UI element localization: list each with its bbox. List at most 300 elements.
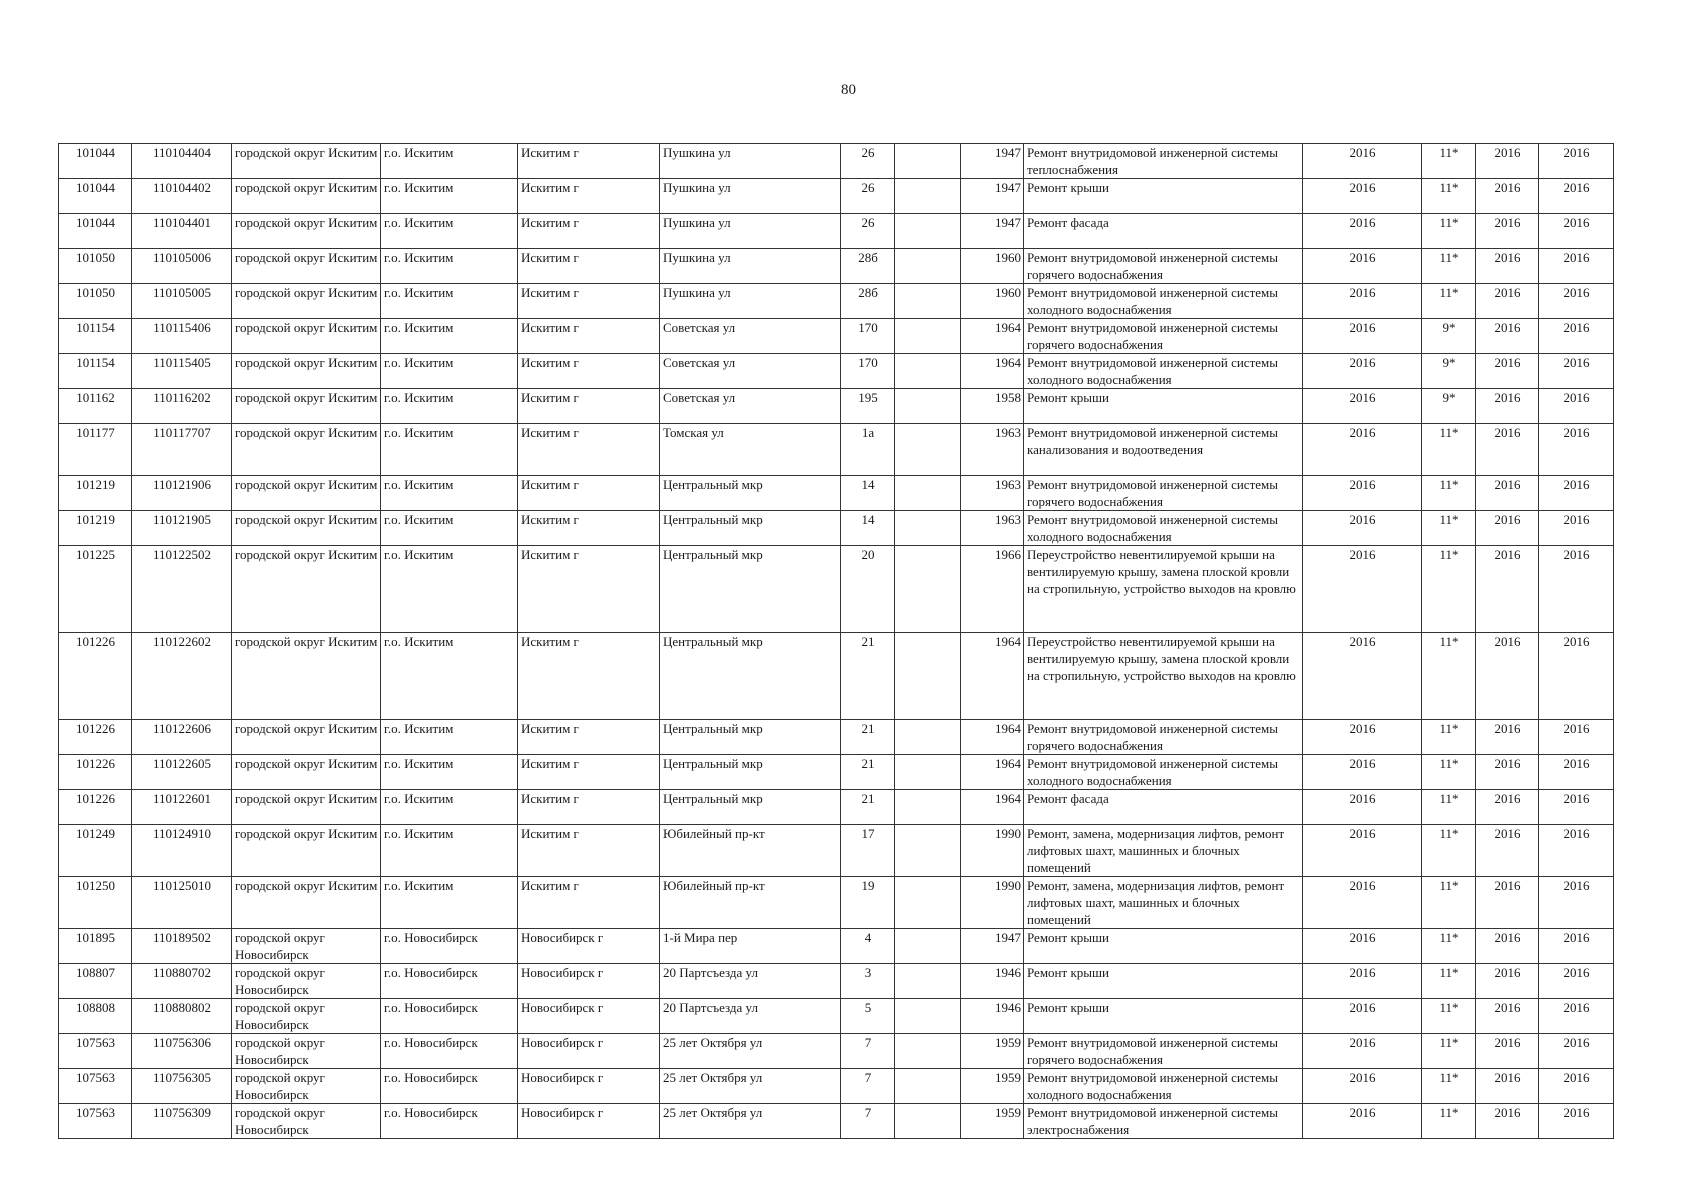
plan-year-cell: 2016 xyxy=(1303,1069,1422,1104)
table-row xyxy=(59,825,1614,877)
reg-number-cell: 101162 xyxy=(59,389,132,424)
end-year-cell: 2016 xyxy=(1539,877,1614,929)
work-type-cell: Ремонт фасада xyxy=(1024,790,1303,825)
street-cell: Пушкина ул xyxy=(660,284,841,319)
locality-cell: Искитим г xyxy=(518,511,660,546)
settlement-cell: г.о. Искитим xyxy=(381,389,518,424)
table-row xyxy=(59,790,1614,825)
floors-cell: 11* xyxy=(1422,1104,1476,1139)
build-year-cell: 1964 xyxy=(961,790,1024,825)
street-cell: Центральный мкр xyxy=(660,720,841,755)
reg-number-cell: 107563 xyxy=(59,1069,132,1104)
table-row xyxy=(59,999,1614,1034)
house-number-cell: 195 xyxy=(841,389,895,424)
reg-number-cell: 101044 xyxy=(59,214,132,249)
building-cell xyxy=(895,319,961,354)
end-year-cell: 2016 xyxy=(1539,1034,1614,1069)
work-type-cell: Переустройство невентилируемой крыши на вентилируемую крышу, замена плоской кровли на стропильную, устройство выходов на кровлю xyxy=(1024,546,1303,633)
reg-number-cell: 101219 xyxy=(59,476,132,511)
floors-cell: 11* xyxy=(1422,546,1476,633)
building-cell xyxy=(895,354,961,389)
work-type-cell: Ремонт внутридомовой инженерной системы горячего водоснабжения xyxy=(1024,1034,1303,1069)
house-number-cell: 26 xyxy=(841,144,895,179)
build-year-cell: 1966 xyxy=(961,546,1024,633)
end-year-cell: 2016 xyxy=(1539,1069,1614,1104)
street-cell: 25 лет Октября ул xyxy=(660,1104,841,1139)
build-year-cell: 1947 xyxy=(961,929,1024,964)
house-number-cell: 21 xyxy=(841,720,895,755)
building-cell xyxy=(895,633,961,720)
work-type-cell: Ремонт внутридомовой инженерной системы канализования и водоотведения xyxy=(1024,424,1303,476)
plan-year-cell: 2016 xyxy=(1303,144,1422,179)
settlement-cell: г.о. Искитим xyxy=(381,249,518,284)
building-cell xyxy=(895,424,961,476)
object-code-cell: 110122601 xyxy=(132,790,232,825)
end-year-cell: 2016 xyxy=(1539,825,1614,877)
work-type-cell: Ремонт внутридомовой инженерной системы холодного водоснабжения xyxy=(1024,755,1303,790)
plan-year-cell: 2016 xyxy=(1303,755,1422,790)
start-year-cell: 2016 xyxy=(1476,476,1539,511)
table-row xyxy=(59,546,1614,633)
work-type-cell: Ремонт внутридомовой инженерной системы холодного водоснабжения xyxy=(1024,284,1303,319)
settlement-cell: г.о. Искитим xyxy=(381,546,518,633)
settlement-cell: г.о. Искитим xyxy=(381,511,518,546)
locality-cell: Новосибирск г xyxy=(518,1069,660,1104)
plan-year-cell: 2016 xyxy=(1303,1034,1422,1069)
build-year-cell: 1963 xyxy=(961,476,1024,511)
work-type-cell: Ремонт внутридомовой инженерной системы холодного водоснабжения xyxy=(1024,354,1303,389)
build-year-cell: 1964 xyxy=(961,319,1024,354)
street-cell: Центральный мкр xyxy=(660,476,841,511)
start-year-cell: 2016 xyxy=(1476,964,1539,999)
table-row xyxy=(59,1104,1614,1139)
end-year-cell: 2016 xyxy=(1539,249,1614,284)
start-year-cell: 2016 xyxy=(1476,144,1539,179)
start-year-cell: 2016 xyxy=(1476,354,1539,389)
build-year-cell: 1964 xyxy=(961,755,1024,790)
work-type-cell: Ремонт, замена, модернизация лифтов, ремонт лифтовых шахт, машинных и блочных помещений xyxy=(1024,825,1303,877)
object-code-cell: 110104402 xyxy=(132,179,232,214)
floors-cell: 11* xyxy=(1422,929,1476,964)
object-code-cell: 110121905 xyxy=(132,511,232,546)
object-code-cell: 110880802 xyxy=(132,999,232,1034)
locality-cell: Искитим г xyxy=(518,319,660,354)
start-year-cell: 2016 xyxy=(1476,424,1539,476)
locality-cell: Искитим г xyxy=(518,633,660,720)
end-year-cell: 2016 xyxy=(1539,511,1614,546)
settlement-cell: г.о. Искитим xyxy=(381,179,518,214)
locality-cell: Искитим г xyxy=(518,214,660,249)
end-year-cell: 2016 xyxy=(1539,929,1614,964)
locality-cell: Искитим г xyxy=(518,720,660,755)
reg-number-cell: 101226 xyxy=(59,790,132,825)
floors-cell: 11* xyxy=(1422,511,1476,546)
start-year-cell: 2016 xyxy=(1476,214,1539,249)
municipal-district-cell: городской округ Искитим xyxy=(232,720,381,755)
start-year-cell: 2016 xyxy=(1476,1034,1539,1069)
locality-cell: Новосибирск г xyxy=(518,1034,660,1069)
floors-cell: 11* xyxy=(1422,877,1476,929)
table-row xyxy=(59,720,1614,755)
reg-number-cell: 101044 xyxy=(59,179,132,214)
end-year-cell: 2016 xyxy=(1539,284,1614,319)
street-cell: Пушкина ул xyxy=(660,179,841,214)
table-row xyxy=(59,964,1614,999)
table-row xyxy=(59,929,1614,964)
work-type-cell: Ремонт крыши xyxy=(1024,389,1303,424)
object-code-cell: 110115406 xyxy=(132,319,232,354)
plan-year-cell: 2016 xyxy=(1303,790,1422,825)
start-year-cell: 2016 xyxy=(1476,877,1539,929)
house-number-cell: 17 xyxy=(841,825,895,877)
end-year-cell: 2016 xyxy=(1539,790,1614,825)
table-row xyxy=(59,284,1614,319)
work-type-cell: Ремонт крыши xyxy=(1024,929,1303,964)
street-cell: Пушкина ул xyxy=(660,249,841,284)
street-cell: Центральный мкр xyxy=(660,546,841,633)
object-code-cell: 110189502 xyxy=(132,929,232,964)
municipal-district-cell: городской округ Искитим xyxy=(232,546,381,633)
house-number-cell: 14 xyxy=(841,511,895,546)
object-code-cell: 110117707 xyxy=(132,424,232,476)
floors-cell: 11* xyxy=(1422,249,1476,284)
build-year-cell: 1990 xyxy=(961,825,1024,877)
house-number-cell: 7 xyxy=(841,1034,895,1069)
start-year-cell: 2016 xyxy=(1476,249,1539,284)
street-cell: Пушкина ул xyxy=(660,214,841,249)
locality-cell: Новосибирск г xyxy=(518,929,660,964)
settlement-cell: г.о. Новосибирск xyxy=(381,1034,518,1069)
municipal-district-cell: городской округ Искитим xyxy=(232,354,381,389)
start-year-cell: 2016 xyxy=(1476,179,1539,214)
start-year-cell: 2016 xyxy=(1476,546,1539,633)
plan-year-cell: 2016 xyxy=(1303,284,1422,319)
municipal-district-cell: городской округ Искитим xyxy=(232,633,381,720)
build-year-cell: 1959 xyxy=(961,1104,1024,1139)
start-year-cell: 2016 xyxy=(1476,511,1539,546)
start-year-cell: 2016 xyxy=(1476,319,1539,354)
build-year-cell: 1990 xyxy=(961,877,1024,929)
municipal-district-cell: городской округ Искитим xyxy=(232,179,381,214)
end-year-cell: 2016 xyxy=(1539,720,1614,755)
work-type-cell: Ремонт внутридомовой инженерной системы холодного водоснабжения xyxy=(1024,1069,1303,1104)
repair-program-table xyxy=(58,143,1614,1139)
reg-number-cell: 101249 xyxy=(59,825,132,877)
floors-cell: 11* xyxy=(1422,1034,1476,1069)
house-number-cell: 28б xyxy=(841,284,895,319)
locality-cell: Искитим г xyxy=(518,877,660,929)
settlement-cell: г.о. Искитим xyxy=(381,633,518,720)
table-row xyxy=(59,877,1614,929)
build-year-cell: 1947 xyxy=(961,214,1024,249)
table-row xyxy=(59,633,1614,720)
locality-cell: Искитим г xyxy=(518,825,660,877)
municipal-district-cell: городской округ Новосибирск xyxy=(232,964,381,999)
work-type-cell: Ремонт внутридомовой инженерной системы электроснабжения xyxy=(1024,1104,1303,1139)
plan-year-cell: 2016 xyxy=(1303,877,1422,929)
locality-cell: Новосибирск г xyxy=(518,999,660,1034)
page-number: 80 xyxy=(841,82,856,98)
settlement-cell: г.о. Искитим xyxy=(381,825,518,877)
house-number-cell: 26 xyxy=(841,214,895,249)
floors-cell: 11* xyxy=(1422,633,1476,720)
object-code-cell: 110116202 xyxy=(132,389,232,424)
plan-year-cell: 2016 xyxy=(1303,633,1422,720)
locality-cell: Искитим г xyxy=(518,790,660,825)
work-type-cell: Ремонт внутридомовой инженерной системы горячего водоснабжения xyxy=(1024,249,1303,284)
building-cell xyxy=(895,720,961,755)
settlement-cell: г.о. Искитим xyxy=(381,319,518,354)
build-year-cell: 1947 xyxy=(961,144,1024,179)
end-year-cell: 2016 xyxy=(1539,964,1614,999)
floors-cell: 11* xyxy=(1422,424,1476,476)
building-cell xyxy=(895,214,961,249)
object-code-cell: 110125010 xyxy=(132,877,232,929)
house-number-cell: 28б xyxy=(841,249,895,284)
house-number-cell: 21 xyxy=(841,755,895,790)
reg-number-cell: 101154 xyxy=(59,319,132,354)
building-cell xyxy=(895,1104,961,1139)
reg-number-cell: 101050 xyxy=(59,284,132,319)
municipal-district-cell: городской округ Искитим xyxy=(232,144,381,179)
locality-cell: Искитим г xyxy=(518,144,660,179)
street-cell: Советская ул xyxy=(660,319,841,354)
plan-year-cell: 2016 xyxy=(1303,214,1422,249)
street-cell: 1-й Мира пер xyxy=(660,929,841,964)
table-row xyxy=(59,144,1614,179)
object-code-cell: 110756306 xyxy=(132,1034,232,1069)
floors-cell: 11* xyxy=(1422,476,1476,511)
end-year-cell: 2016 xyxy=(1539,755,1614,790)
table-row xyxy=(59,214,1614,249)
reg-number-cell: 101250 xyxy=(59,877,132,929)
municipal-district-cell: городской округ Искитим xyxy=(232,214,381,249)
end-year-cell: 2016 xyxy=(1539,633,1614,720)
floors-cell: 11* xyxy=(1422,144,1476,179)
plan-year-cell: 2016 xyxy=(1303,825,1422,877)
work-type-cell: Ремонт крыши xyxy=(1024,179,1303,214)
building-cell xyxy=(895,144,961,179)
municipal-district-cell: городской округ Искитим xyxy=(232,389,381,424)
municipal-district-cell: городской округ Искитим xyxy=(232,755,381,790)
street-cell: 25 лет Октября ул xyxy=(660,1069,841,1104)
table-row xyxy=(59,179,1614,214)
build-year-cell: 1959 xyxy=(961,1034,1024,1069)
object-code-cell: 110105006 xyxy=(132,249,232,284)
build-year-cell: 1947 xyxy=(961,179,1024,214)
locality-cell: Искитим г xyxy=(518,354,660,389)
settlement-cell: г.о. Новосибирск xyxy=(381,964,518,999)
end-year-cell: 2016 xyxy=(1539,424,1614,476)
plan-year-cell: 2016 xyxy=(1303,179,1422,214)
building-cell xyxy=(895,389,961,424)
object-code-cell: 110880702 xyxy=(132,964,232,999)
street-cell: Советская ул xyxy=(660,389,841,424)
municipal-district-cell: городской округ Искитим xyxy=(232,877,381,929)
house-number-cell: 19 xyxy=(841,877,895,929)
building-cell xyxy=(895,825,961,877)
object-code-cell: 110104404 xyxy=(132,144,232,179)
plan-year-cell: 2016 xyxy=(1303,546,1422,633)
build-year-cell: 1958 xyxy=(961,389,1024,424)
object-code-cell: 110122606 xyxy=(132,720,232,755)
reg-number-cell: 101225 xyxy=(59,546,132,633)
house-number-cell: 1а xyxy=(841,424,895,476)
locality-cell: Искитим г xyxy=(518,284,660,319)
start-year-cell: 2016 xyxy=(1476,1104,1539,1139)
settlement-cell: г.о. Искитим xyxy=(381,877,518,929)
start-year-cell: 2016 xyxy=(1476,825,1539,877)
end-year-cell: 2016 xyxy=(1539,144,1614,179)
locality-cell: Искитим г xyxy=(518,179,660,214)
table-row xyxy=(59,1069,1614,1104)
reg-number-cell: 101226 xyxy=(59,720,132,755)
street-cell: Пушкина ул xyxy=(660,144,841,179)
locality-cell: Искитим г xyxy=(518,249,660,284)
start-year-cell: 2016 xyxy=(1476,284,1539,319)
table-row xyxy=(59,319,1614,354)
reg-number-cell: 101226 xyxy=(59,633,132,720)
municipal-district-cell: городской округ Искитим xyxy=(232,476,381,511)
municipal-district-cell: городской округ Новосибирск xyxy=(232,929,381,964)
floors-cell: 11* xyxy=(1422,755,1476,790)
house-number-cell: 20 xyxy=(841,546,895,633)
municipal-district-cell: городской округ Новосибирск xyxy=(232,999,381,1034)
building-cell xyxy=(895,999,961,1034)
house-number-cell: 170 xyxy=(841,319,895,354)
locality-cell: Новосибирск г xyxy=(518,964,660,999)
start-year-cell: 2016 xyxy=(1476,1069,1539,1104)
build-year-cell: 1946 xyxy=(961,999,1024,1034)
house-number-cell: 21 xyxy=(841,790,895,825)
floors-cell: 11* xyxy=(1422,999,1476,1034)
municipal-district-cell: городской округ Искитим xyxy=(232,511,381,546)
settlement-cell: г.о. Искитим xyxy=(381,214,518,249)
house-number-cell: 7 xyxy=(841,1069,895,1104)
work-type-cell: Ремонт фасада xyxy=(1024,214,1303,249)
floors-cell: 11* xyxy=(1422,284,1476,319)
municipal-district-cell: городской округ Искитим xyxy=(232,319,381,354)
settlement-cell: г.о. Искитим xyxy=(381,755,518,790)
start-year-cell: 2016 xyxy=(1476,389,1539,424)
object-code-cell: 110122502 xyxy=(132,546,232,633)
build-year-cell: 1960 xyxy=(961,249,1024,284)
floors-cell: 11* xyxy=(1422,1069,1476,1104)
municipal-district-cell: городской округ Искитим xyxy=(232,249,381,284)
object-code-cell: 110104401 xyxy=(132,214,232,249)
table-body xyxy=(59,144,1614,1139)
plan-year-cell: 2016 xyxy=(1303,476,1422,511)
house-number-cell: 5 xyxy=(841,999,895,1034)
plan-year-cell: 2016 xyxy=(1303,249,1422,284)
street-cell: Юбилейный пр-кт xyxy=(660,825,841,877)
street-cell: Юбилейный пр-кт xyxy=(660,877,841,929)
reg-number-cell: 101895 xyxy=(59,929,132,964)
house-number-cell: 21 xyxy=(841,633,895,720)
build-year-cell: 1946 xyxy=(961,964,1024,999)
building-cell xyxy=(895,1034,961,1069)
reg-number-cell: 101044 xyxy=(59,144,132,179)
end-year-cell: 2016 xyxy=(1539,546,1614,633)
end-year-cell: 2016 xyxy=(1539,476,1614,511)
house-number-cell: 7 xyxy=(841,1104,895,1139)
building-cell xyxy=(895,790,961,825)
reg-number-cell: 108808 xyxy=(59,999,132,1034)
street-cell: 20 Партсъезда ул xyxy=(660,999,841,1034)
start-year-cell: 2016 xyxy=(1476,755,1539,790)
table-row xyxy=(59,424,1614,476)
municipal-district-cell: городской округ Новосибирск xyxy=(232,1069,381,1104)
house-number-cell: 4 xyxy=(841,929,895,964)
plan-year-cell: 2016 xyxy=(1303,389,1422,424)
building-cell xyxy=(895,877,961,929)
plan-year-cell: 2016 xyxy=(1303,929,1422,964)
build-year-cell: 1964 xyxy=(961,354,1024,389)
floors-cell: 11* xyxy=(1422,214,1476,249)
table-row xyxy=(59,249,1614,284)
start-year-cell: 2016 xyxy=(1476,999,1539,1034)
house-number-cell: 26 xyxy=(841,179,895,214)
reg-number-cell: 107563 xyxy=(59,1034,132,1069)
start-year-cell: 2016 xyxy=(1476,790,1539,825)
locality-cell: Искитим г xyxy=(518,476,660,511)
end-year-cell: 2016 xyxy=(1539,179,1614,214)
build-year-cell: 1963 xyxy=(961,424,1024,476)
object-code-cell: 110122605 xyxy=(132,755,232,790)
build-year-cell: 1963 xyxy=(961,511,1024,546)
street-cell: 25 лет Октября ул xyxy=(660,1034,841,1069)
reg-number-cell: 101226 xyxy=(59,755,132,790)
end-year-cell: 2016 xyxy=(1539,999,1614,1034)
settlement-cell: г.о. Искитим xyxy=(381,354,518,389)
settlement-cell: г.о. Новосибирск xyxy=(381,929,518,964)
reg-number-cell: 101219 xyxy=(59,511,132,546)
municipal-district-cell: городской округ Искитим xyxy=(232,825,381,877)
building-cell xyxy=(895,511,961,546)
house-number-cell: 3 xyxy=(841,964,895,999)
settlement-cell: г.о. Искитим xyxy=(381,476,518,511)
settlement-cell: г.о. Искитим xyxy=(381,144,518,179)
table-row xyxy=(59,511,1614,546)
work-type-cell: Ремонт внутридомовой инженерной системы теплоснабжения xyxy=(1024,144,1303,179)
build-year-cell: 1960 xyxy=(961,284,1024,319)
object-code-cell: 110115405 xyxy=(132,354,232,389)
plan-year-cell: 2016 xyxy=(1303,999,1422,1034)
reg-number-cell: 108807 xyxy=(59,964,132,999)
settlement-cell: г.о. Искитим xyxy=(381,284,518,319)
settlement-cell: г.о. Новосибирск xyxy=(381,1104,518,1139)
work-type-cell: Переустройство невентилируемой крыши на вентилируемую крышу, замена плоской кровли на стропильную, устройство выходов на кровлю xyxy=(1024,633,1303,720)
house-number-cell: 14 xyxy=(841,476,895,511)
object-code-cell: 110105005 xyxy=(132,284,232,319)
end-year-cell: 2016 xyxy=(1539,354,1614,389)
street-cell: Центральный мкр xyxy=(660,633,841,720)
plan-year-cell: 2016 xyxy=(1303,964,1422,999)
reg-number-cell: 101050 xyxy=(59,249,132,284)
object-code-cell: 110122602 xyxy=(132,633,232,720)
start-year-cell: 2016 xyxy=(1476,633,1539,720)
end-year-cell: 2016 xyxy=(1539,319,1614,354)
build-year-cell: 1964 xyxy=(961,720,1024,755)
floors-cell: 9* xyxy=(1422,319,1476,354)
street-cell: Центральный мкр xyxy=(660,755,841,790)
end-year-cell: 2016 xyxy=(1539,1104,1614,1139)
locality-cell: Искитим г xyxy=(518,546,660,633)
plan-year-cell: 2016 xyxy=(1303,720,1422,755)
reg-number-cell: 107563 xyxy=(59,1104,132,1139)
object-code-cell: 110756305 xyxy=(132,1069,232,1104)
locality-cell: Искитим г xyxy=(518,389,660,424)
